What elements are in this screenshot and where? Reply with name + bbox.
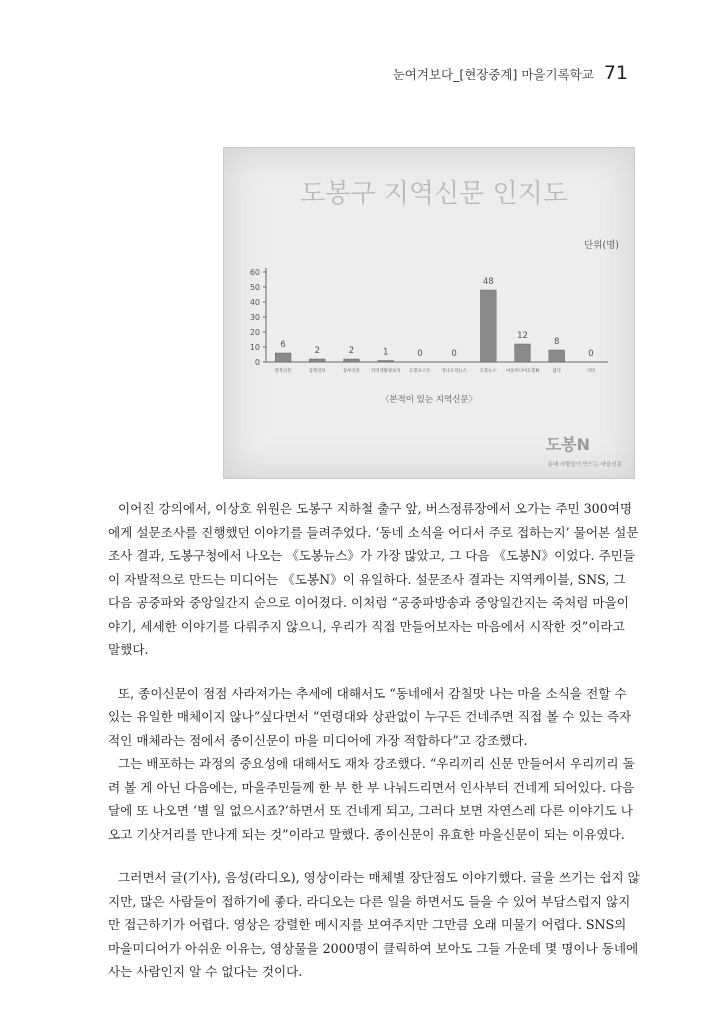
chart-bar [309, 359, 325, 362]
chart-bar [549, 350, 565, 362]
y-tick-label: 20 [249, 328, 260, 337]
dobong-n-logo [546, 435, 623, 468]
x-tick-label: 동부신문 [343, 369, 360, 374]
bar-value-label: 1 [382, 347, 389, 358]
chart-bar [378, 361, 394, 363]
bar-value-label: 12 [517, 331, 528, 341]
x-tick-label: 지나오리뉴스 [441, 369, 467, 374]
page-number: 71 [603, 62, 628, 84]
chart-x-axis-label: 〈본적이 있는 지역신문〉 [380, 395, 478, 405]
chart-title: 도봉구 지역신문 인지도 [300, 179, 568, 209]
survey-chart-photo [223, 147, 635, 479]
x-tick-label: 없다 [552, 369, 561, 374]
chart-bars [275, 277, 596, 374]
x-tick-label: 마을미디어도봉N [506, 369, 539, 374]
running-header [393, 62, 628, 84]
paragraph: 또, 종이신문이 점점 사라져가는 추세에 대해서도 “동네에서 감칠맛 나는 마을 소식을 전할 수 있는 유일한 매체이지 않나”싶다면서 “연령대와 상관없이 누구든 건네주면 직접 볼 수 있는 즉자적인 매체라는 점에서 종이신문이 마을 미디어에 가장 적합하다”고 강조했다. [108, 685, 632, 748]
bar-value-label: 6 [280, 340, 286, 350]
running-header-section: 눈여겨보다_[현장중계] 마을기록학교 [392, 67, 594, 82]
bar-value-label: 2 [314, 346, 321, 356]
chart-bar [344, 359, 360, 362]
bar-value-label: 8 [553, 337, 560, 347]
y-tick-label: 60 [249, 268, 260, 277]
bar-value-label: 2 [348, 346, 355, 356]
bar-value-label: 0 [451, 349, 457, 359]
article-body [108, 497, 640, 984]
chart-bar [275, 353, 291, 362]
logo-text: 도봉N [545, 435, 590, 454]
x-tick-label: 지역생활정보지 [370, 369, 401, 374]
x-tick-label: 강북신문 [274, 369, 292, 374]
chart-unit-label: 단위(명) [584, 240, 619, 251]
bar-value-label: 0 [417, 349, 423, 359]
paragraph: 그러면서 글(기사), 음성(라디오), 영상이라는 매체별 장단점도 이야기했다. 글을 쓰기는 쉽지 않지만, 많은 사람들이 접하기에 좋다. 라디오는 다른 일을 하면서도 들을 수 있어 부담스럽지 않지만 접근하기가 어렵다. 영상은 강렬한 메시지를 보여주지만 그만큼 오래 미물기 어렵다. SNS의 마을미디어가 아쉬운 이유는, 영상물을 2000명이 클릭하여 보아도 그들 가운데 몇 명이나 동네에 사는 사람인지 알 수 없다는 것이다. [108, 870, 640, 979]
y-tick-label: 30 [249, 313, 260, 322]
y-tick-label: 50 [249, 283, 260, 292]
x-tick-label: 기타 [586, 369, 596, 374]
logo-caption: 동네 사람들이 만드는 마을신문 [547, 462, 622, 468]
bar-value-label: 0 [588, 349, 594, 359]
y-tick-label: 10 [249, 343, 260, 352]
paragraph: 이어진 강의에서, 이상호 위원은 도봉구 지하철 출구 앞, 버스정류장에서 오가는 주민 300여명에게 설문조사를 진행했던 이야기를 들려주었다. ‘동네 소식을 어디서 주로 접하는지’ 물어본 설문조사 결과, 도봉구청에서 나오는 《도봉뉴스》가 가장 많았고, 그 다음 《도봉N》이었다. 주민들이 자발적으로 만드는 미디어는 《도봉N》이 유일하다. 설문조사 결과는 지역케이블, SNS, 그 다음 공중파와 중앙일간지 순으로 이어졌다. 이처럼 “공중파방송과 중앙일간지는 죽처럼 마을이야기, 세세한 이야기를 다뤄주지 않으니, 우리가 직접 만들어보자는 마음에서 시작한 것”이라고 말했다. [108, 501, 639, 657]
paragraph: 그는 배포하는 과정의 중요성에 대해서도 재차 강조했다. “우리끼리 신문 만들어서 우리끼리 돌려 볼 게 아닌 다음에는, 마을주민들께 한 부 한 부 나눠드리면서 인사부터 건네게 되어있다. 다음 달에 또 나오면 ‘별 일 없으시죠?’하면서 또 건네게 되고, 그러다 보면 자연스레 다른 이야기도 나오고 기삿거리를 만나게 되는 것”이라고 말했다. 종이신문이 유효한 마을신문이 되는 이유였다. [108, 756, 635, 842]
chart-bar [480, 290, 496, 362]
survey-bar-chart [224, 148, 634, 478]
x-tick-label: 동북일보 [308, 369, 326, 374]
x-tick-label: 도봉뉴스 [479, 369, 497, 374]
y-tick-label: 40 [249, 298, 260, 307]
x-tick-label: 도봉포스트 [409, 369, 431, 374]
chart-bar [515, 344, 531, 362]
y-tick-label: 0 [254, 358, 260, 367]
bar-value-label: 48 [482, 277, 494, 287]
